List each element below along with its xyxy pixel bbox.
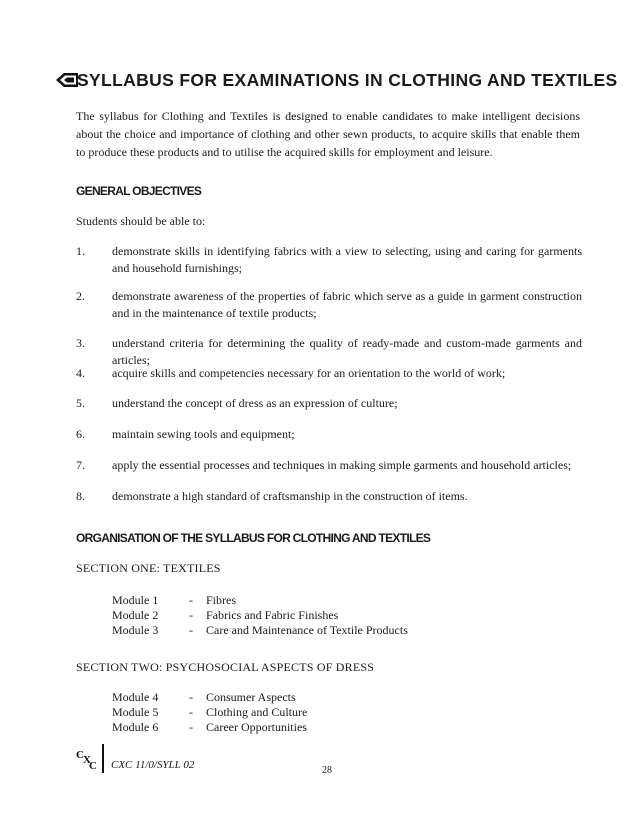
objective-number: 8. (76, 489, 85, 503)
module-row (112, 720, 532, 736)
cxc-logo-icon (76, 747, 98, 771)
page-number: 28 (322, 765, 332, 776)
objective-item (76, 395, 586, 412)
module-name: Module 3 (112, 623, 159, 637)
module-row (112, 623, 532, 639)
section-one-title: SECTION ONE: TEXTILES (76, 561, 221, 575)
svg-text:C: C (89, 760, 97, 771)
svg-text:X: X (83, 754, 91, 766)
module-name: Module 2 (112, 608, 159, 622)
module-name: Module 6 (112, 720, 159, 734)
syllabus-code: CXC 11/0/SYLL 02 (111, 759, 195, 771)
objective-item (76, 335, 586, 369)
objective-text: demonstrate awareness of the properties of fabric which serve as a guide in garment construction and in the maintenance of textile products; (112, 289, 582, 320)
objective-text: understand the concept of dress as an expression of culture; (112, 396, 398, 410)
objective-text: acquire skills and competencies necessary for an orientation to the world of work; (112, 366, 506, 380)
module-dash: - (189, 690, 193, 704)
module-topic: Consumer Aspects (206, 690, 296, 704)
objective-item (76, 288, 586, 322)
module-topic: Fabrics and Fabric Finishes (206, 608, 339, 622)
module-row (112, 593, 532, 609)
title-row (56, 70, 618, 92)
organisation-heading: ORGANISATION OF THE SYLLABUS FOR CLOTHING AND TEXTILES (76, 531, 431, 545)
module-dash: - (189, 608, 193, 622)
module-dash: - (189, 720, 193, 734)
objective-text: demonstrate skills in identifying fabrics with a view to selecting, using and caring for garments and household furnishings; (112, 244, 582, 275)
objective-text: apply the essential processes and techniques in making simple garments and household articles; (112, 458, 572, 472)
objective-number: 6. (76, 427, 85, 441)
module-topic: Care and Maintenance of Textile Products (206, 623, 408, 637)
objective-item (76, 457, 586, 474)
footer-divider (102, 744, 104, 773)
page-title: SYLLABUS FOR EXAMINATIONS IN CLOTHING AND TEXTILES (77, 70, 618, 90)
objective-item (76, 488, 586, 505)
objective-number: 7. (76, 458, 85, 472)
objectives-lead: Students should be able to: (76, 214, 206, 228)
module-topic: Fibres (206, 593, 236, 607)
objective-item (76, 365, 586, 382)
module-name: Module 5 (112, 705, 159, 719)
diamond-arrow-icon (56, 73, 78, 87)
objective-item (76, 426, 586, 443)
objective-text: understand criteria for determining the quality of ready-made and custom-made garments and articles; (112, 336, 582, 367)
module-topic: Career Opportunities (206, 720, 307, 734)
objective-number: 2. (76, 289, 85, 303)
objective-number: 3. (76, 336, 85, 350)
svg-text:C: C (76, 749, 84, 761)
objective-number: 1. (76, 244, 85, 258)
objective-number: 4. (76, 366, 85, 380)
module-name: Module 1 (112, 593, 159, 607)
module-row (112, 705, 532, 721)
objective-text: maintain sewing tools and equipment; (112, 427, 295, 441)
module-row (112, 608, 532, 624)
objective-item (76, 243, 586, 277)
module-dash: - (189, 593, 193, 607)
general-objectives-heading: GENERAL OBJECTIVES (76, 184, 202, 198)
module-topic: Clothing and Culture (206, 705, 308, 719)
module-dash: - (189, 705, 193, 719)
intro-paragraph: The syllabus for Clothing and Textiles is designed to enable candidates to make intelligent decisions about the choice and importance of clothing and other sewn products, to acquire skills that enable them to produce these products and to utilise the acquired skills for employment and leisure. (76, 109, 580, 159)
section-two-title: SECTION TWO: PSYCHOSOCIAL ASPECTS OF DRESS (76, 660, 375, 674)
module-dash: - (189, 623, 193, 637)
objective-text: demonstrate a high standard of craftsmanship in the construction of items. (112, 489, 468, 503)
objective-number: 5. (76, 396, 85, 410)
module-name: Module 4 (112, 690, 159, 704)
module-row (112, 690, 532, 706)
